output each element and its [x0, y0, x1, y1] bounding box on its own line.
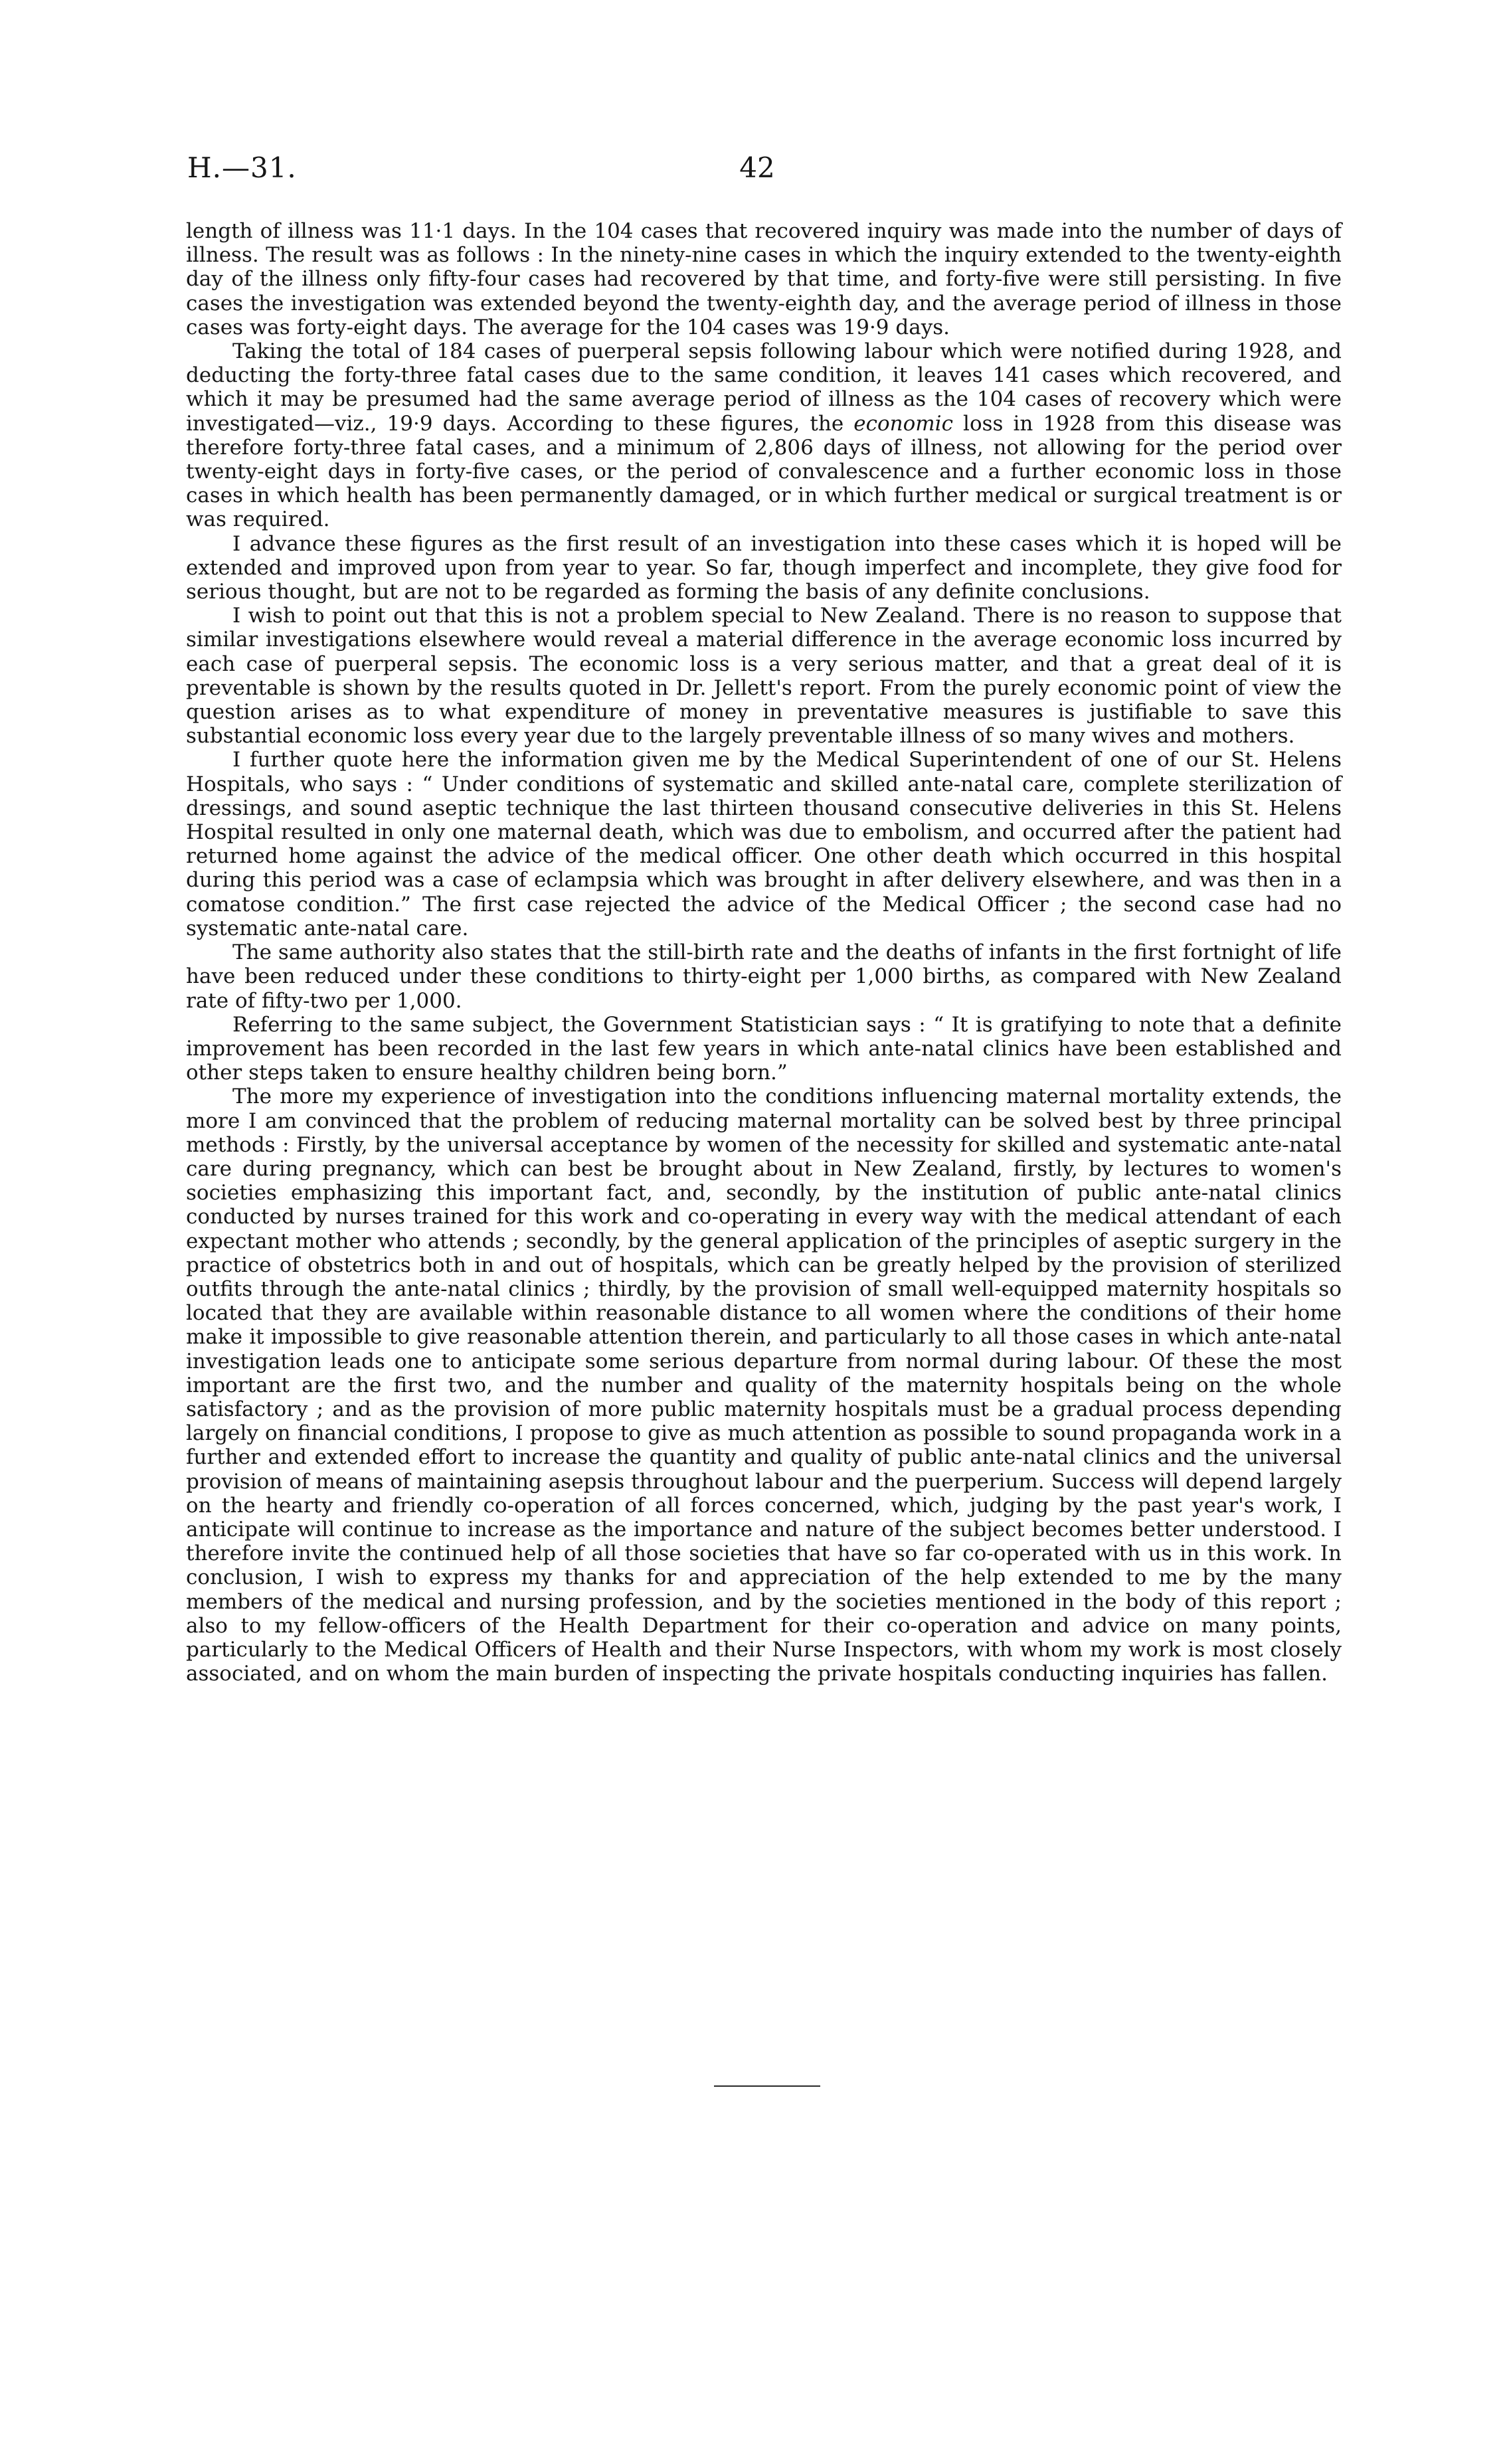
paragraph-government-statistician: Referring to the same subject, the Government Statistician says : “ It is gratifying to note that a definite improvement has been recorded in the last few years in which ante-natal clinics have been established and other steps taken to ensure healthy children being born.” — [186, 1012, 1342, 1085]
report-body — [186, 219, 1342, 1686]
closing-divider — [714, 2085, 820, 2087]
paragraph-not-special-to-nz: I wish to point out that this is not a problem special to New Zealand. There is no reason to suppose that similar investigations elsewhere would reveal a material difference in the average economic loss incurred by each case of puerperal sepsis. The economic loss is a very serious matter, and that a great deal of it is preventable is shown by the results quoted in Dr. Jellett's report. From the purely economic point of view the question arises as to what expenditure of money in preventative measures is justifiable to save this substantial economic loss every year due to the largely preventable illness of so many wives and mothers. — [186, 604, 1342, 748]
page-number: 42 — [739, 151, 775, 184]
paragraph-st-helens-quote: I further quote here the information given me by the Medical Superintendent of one of our St. Helens Hospitals, who says : “ Under conditions of systematic and skilled ante-natal care, complete sterilization of dressings, and sound aseptic technique the last thirteen thousand consecutive deliveries in this St. Helens Hospital resulted in only one maternal death, which was due to embolism, and occurred after the patient had returned home against the advice of the medical officer. One other death which occurred in this hospital during this period was a case of eclampsia which was brought in after delivery elsewhere, and was then in a comatose condition.” The first case rejected the advice of the Medical Officer ; the second case had no systematic ante-natal care. — [186, 748, 1342, 940]
emphasis-economic: economic — [853, 411, 953, 436]
paragraph-illness-duration: length of illness was 11·1 days. In the 104 cases that recovered inquiry was made into the number of days of illness. The result was as follows : In the ninety-nine cases in which the inquiry extended to the twenty-eighth day of the illness only fifty-four cases had recovered by that time, and forty-five were still persisting. In five cases the investigation was extended beyond the twenty-eighth day, and the average period of illness in those cases was forty-eight days. The average for the 104 cases was 19·9 days. — [186, 219, 1342, 339]
paragraph-economic-loss-tail: loss in 1928 from this disease was therefore forty-three fatal cases, and a minimum of 2,806 days of illness, not allowing for the period over twenty-eight days in forty-five cases, or the period of convalescence and a further economic loss in those cases in which health has been permanently damaged, or in which further medical or surgical treatment is or was required. — [186, 411, 1342, 532]
document-reference: H.—31. — [187, 151, 297, 184]
paragraph-still-birth-rate: The same authority also states that the still-birth rate and the deaths of infants in the first fortnight of life have been reduced under these conditions to thirty-eight per 1,000 births, as compared with New Zealand rate of fifty-two per 1,000. — [186, 940, 1342, 1013]
paragraph-economic-loss — [186, 339, 1342, 532]
paragraph-first-results: I advance these figures as the first result of an investigation into these cases which it is hoped will be extended and improved upon from year to year. So far, though imperfect and incomplete, they give food for serious thought, but are not to be regarded as forming the basis of any definite conclusions. — [186, 531, 1342, 604]
paragraph-economic-loss-lead: Taking the total of 184 cases of puerperal sepsis following labour which were notified during 1928, and deducting the forty-three fatal cases due to the same condition, it leaves 141 cases which recovered, and which it may be presumed had the same average period of illness as the 104 cases of recovery which were investigated—viz., 19·9 days. According to these figures, the — [186, 339, 1342, 436]
page-header — [179, 151, 1355, 191]
paragraph-three-methods-conclusion: The more my experience of investigation into the conditions influencing maternal mortality extends, the more I am convinced that the problem of reducing maternal mortality can be solved best by three principal methods : Firstly, by the universal acceptance by women of the necessity for skilled and systematic ante-natal care during pregnancy, which can best be brought about in New Zealand, firstly, by lectures to women's societies emphasizing this important fact, and, secondly, by the institution of public ante-natal clinics conducted by nurses trained for this work and co-operating in every way with the medical attendant of each expectant mother who attends ; secondly, by the general application of the principles of aseptic surgery in the practice of obstetrics both in and out of hospitals, which can be greatly helped by the provision of sterilized outfits through the ante-natal clinics ; thirdly, by the provision of small well-equipped maternity hospitals so located that they are available within reasonable distance to all women where the conditions of their home make it impossible to give reasonable attention therein, and particularly to all those cases in which ante-natal investigation leads one to anticipate some serious departure from normal during labour. Of these the most important are the first two, and the number and quality of the maternity hospitals being on the whole satisfactory ; and as the provision of more public maternity hospitals must be a gradual process depending largely on financial conditions, I propose to give as much attention as possible to sound propaganda work in a further and extended effort to increase the quantity and quality of public ante-natal clinics and the universal provision of means of maintaining asepsis throughout labour and the puerperium. Success will depend largely on the hearty and friendly co-operation of all forces concerned, which, judging by the past year's work, I anticipate will continue to increase as the importance and nature of the subject becomes better understood. I therefore invite the continued help of all those societies that have so far co-operated with us in this work. In conclusion, I wish to express my thanks for and appreciation of the help extended to me by the many members of the medical and nursing profession, and by the societies mentioned in the body of this report ; also to my fellow-officers of the Health Department for their co-operation and advice on many points, particularly to the Medical Officers of Health and their Nurse Inspectors, with whom my work is most closely associated, and on whom the main burden of inspecting the private hospitals conducting inquiries has fallen. — [186, 1085, 1342, 1686]
